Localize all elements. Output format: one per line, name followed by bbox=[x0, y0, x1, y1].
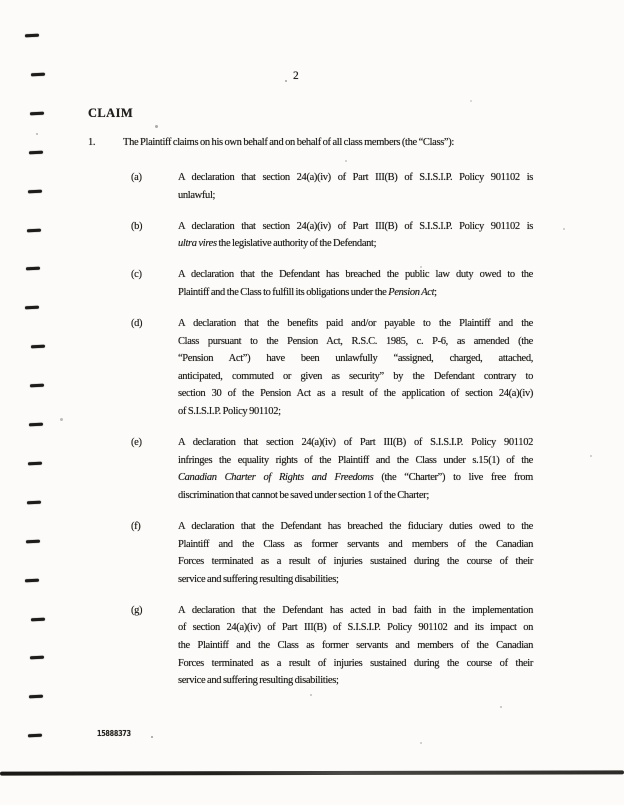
noise-speck bbox=[155, 125, 158, 128]
text-segment: A declaration that the Defendant has breached the fiduciary duties owed to the bbox=[178, 521, 533, 532]
text-segment: A declaration that the Defendant has acted in bad faith in the implementation bbox=[178, 604, 533, 616]
item-body bbox=[178, 218, 533, 253]
margin-mark bbox=[30, 656, 44, 660]
noise-speck bbox=[420, 266, 422, 268]
item-label: (f) bbox=[131, 521, 141, 532]
item-line bbox=[178, 553, 533, 571]
item-line bbox=[178, 368, 533, 386]
text-segment: unlawful; bbox=[178, 189, 216, 201]
text-segment: A declaration that section 24(a)(iv) of Part III(B) of S.I.S.I.P. Policy 901102 is bbox=[178, 172, 533, 183]
item-line bbox=[178, 655, 533, 673]
court-filing-number: 15888373 bbox=[97, 729, 131, 738]
italic-text-segment: ultra vires bbox=[178, 238, 217, 250]
noise-speck bbox=[36, 133, 38, 135]
text-segment: A declaration that the benefits paid and/or payable to the Plaintiff and the bbox=[178, 318, 533, 330]
claim-item bbox=[131, 315, 533, 421]
text-segment: A declaration that section 24(a)(iv) of Part III(B) of S.I.S.I.P. Policy 901102 bbox=[178, 437, 533, 449]
item-line bbox=[178, 637, 533, 655]
item-line bbox=[178, 187, 533, 205]
text-segment: the legislative authority of the Defendant; bbox=[216, 238, 377, 250]
item-line bbox=[178, 266, 533, 284]
margin-mark bbox=[29, 150, 43, 154]
item-line bbox=[178, 434, 533, 452]
claim-item bbox=[131, 602, 533, 690]
text-segment: Plaintiff and the Class to fulfill its obligations under the bbox=[178, 286, 389, 298]
claim-heading: CLAIM bbox=[88, 106, 134, 120]
margin-mark bbox=[28, 462, 42, 466]
noise-speck bbox=[590, 455, 592, 457]
item-label: (e) bbox=[131, 437, 142, 449]
margin-mark bbox=[28, 189, 42, 193]
item-line bbox=[178, 169, 533, 187]
intro-paragraph-text: The Plaintiff claims on his own behalf and on behalf of all class members (the “Class”): bbox=[123, 137, 454, 148]
item-line bbox=[178, 487, 533, 505]
text-segment: of S.I.S.I.P. Policy 901102; bbox=[178, 406, 281, 418]
margin-mark bbox=[31, 617, 45, 621]
margin-mark bbox=[27, 228, 41, 232]
bottom-scan-edge-line bbox=[0, 770, 624, 775]
italic-text-segment: Canadian Charter of Rights and Freedoms bbox=[178, 472, 374, 484]
text-segment: anticipated, commuted or given as security” by the Defendant contrary to bbox=[178, 370, 533, 382]
text-segment: infringes the equality rights of the Plaintiff and the Class under s.15(1) of the bbox=[178, 454, 533, 466]
noise-speck bbox=[60, 418, 63, 421]
text-segment: service and suffering resulting disabilities; bbox=[178, 573, 339, 585]
text-segment: Forces terminated as a result of injuries sustained during the course of their bbox=[178, 657, 533, 669]
margin-mark bbox=[29, 423, 43, 427]
item-body bbox=[178, 169, 533, 204]
claim-item bbox=[131, 266, 533, 301]
noise-speck bbox=[420, 742, 422, 744]
intro-paragraph-number: 1. bbox=[88, 137, 96, 148]
item-line bbox=[178, 333, 533, 351]
claim-item bbox=[131, 434, 533, 504]
item-label: (g) bbox=[131, 604, 143, 616]
item-label: (d) bbox=[131, 318, 143, 330]
noise-speck bbox=[470, 100, 472, 102]
item-body bbox=[178, 266, 533, 301]
noise-speck bbox=[345, 160, 347, 162]
item-line bbox=[178, 602, 533, 620]
margin-mark bbox=[30, 111, 44, 115]
text-segment: A declaration that the Defendant has breached the public law duty owed to the bbox=[178, 269, 533, 281]
margin-mark bbox=[27, 500, 41, 504]
item-line bbox=[178, 385, 533, 403]
margin-mark bbox=[26, 267, 40, 271]
noise-speck bbox=[151, 736, 153, 738]
text-segment: section 30 of the Pension Act as a result of the application of section 24(a)(iv) bbox=[178, 388, 533, 400]
item-line bbox=[178, 235, 533, 253]
item-line bbox=[178, 672, 533, 690]
text-segment: service and suffering resulting disabilities; bbox=[178, 675, 339, 687]
page-number: 2 bbox=[293, 70, 299, 82]
item-label: (b) bbox=[131, 220, 143, 232]
claim-intro bbox=[88, 137, 454, 148]
item-line bbox=[178, 619, 533, 637]
margin-mark bbox=[25, 578, 39, 582]
item-line bbox=[178, 518, 533, 536]
item-line bbox=[178, 452, 533, 470]
margin-mark bbox=[29, 695, 43, 699]
margin-mark bbox=[25, 306, 39, 310]
item-label: (c) bbox=[131, 269, 142, 281]
item-body bbox=[178, 602, 533, 690]
text-segment: A declaration that section 24(a)(iv) of Part III(B) of S.I.S.I.P. Policy 901102 is bbox=[178, 220, 533, 232]
margin-mark bbox=[31, 73, 45, 77]
text-segment: of section 24(a)(iv) of Part III(B) of S.I.S.I.P. Policy 901102 and its impact on bbox=[178, 622, 533, 634]
item-line bbox=[178, 218, 533, 236]
item-body bbox=[178, 434, 533, 504]
item-line bbox=[178, 571, 533, 589]
italic-text-segment: Pension Act bbox=[388, 286, 435, 298]
item-label: (a) bbox=[131, 172, 142, 183]
noise-speck bbox=[310, 694, 312, 696]
margin-mark bbox=[31, 345, 45, 349]
text-segment: “Pension Act”) have been unlawfully “assigned, charged, attached, bbox=[178, 353, 533, 365]
noise-speck bbox=[285, 80, 287, 82]
item-line bbox=[178, 403, 533, 421]
item-line bbox=[178, 350, 533, 368]
text-segment: Class pursuant to the Pension Act, R.S.C. 1985, c. P-6, as amended (the bbox=[178, 335, 533, 347]
noise-speck bbox=[500, 706, 502, 708]
margin-mark bbox=[28, 734, 42, 738]
noise-speck bbox=[563, 228, 565, 230]
claim-item bbox=[131, 518, 533, 588]
text-segment: Forces terminated as a result of injuries sustained during the course of their bbox=[178, 556, 533, 568]
text-segment: the Plaintiff and the Class as former servants and members of the Canadian bbox=[178, 640, 533, 652]
item-body bbox=[178, 518, 533, 588]
margin-mark bbox=[26, 539, 40, 543]
item-line bbox=[178, 315, 533, 333]
item-body bbox=[178, 315, 533, 421]
item-line bbox=[178, 284, 533, 302]
margin-mark bbox=[25, 34, 39, 38]
claim-item bbox=[131, 218, 533, 253]
text-segment: discrimination that cannot be saved under section 1 of the Charter; bbox=[178, 489, 429, 501]
claim-items bbox=[131, 169, 533, 703]
text-segment: (the “Charter”) to live free from bbox=[373, 472, 533, 484]
claim-item bbox=[131, 169, 533, 204]
item-line bbox=[178, 469, 533, 487]
text-segment: ; bbox=[434, 286, 437, 298]
text-segment: Plaintiff and the Class as former servants and members of the Canadian bbox=[178, 538, 533, 550]
item-line bbox=[178, 536, 533, 554]
margin-mark bbox=[30, 384, 44, 388]
